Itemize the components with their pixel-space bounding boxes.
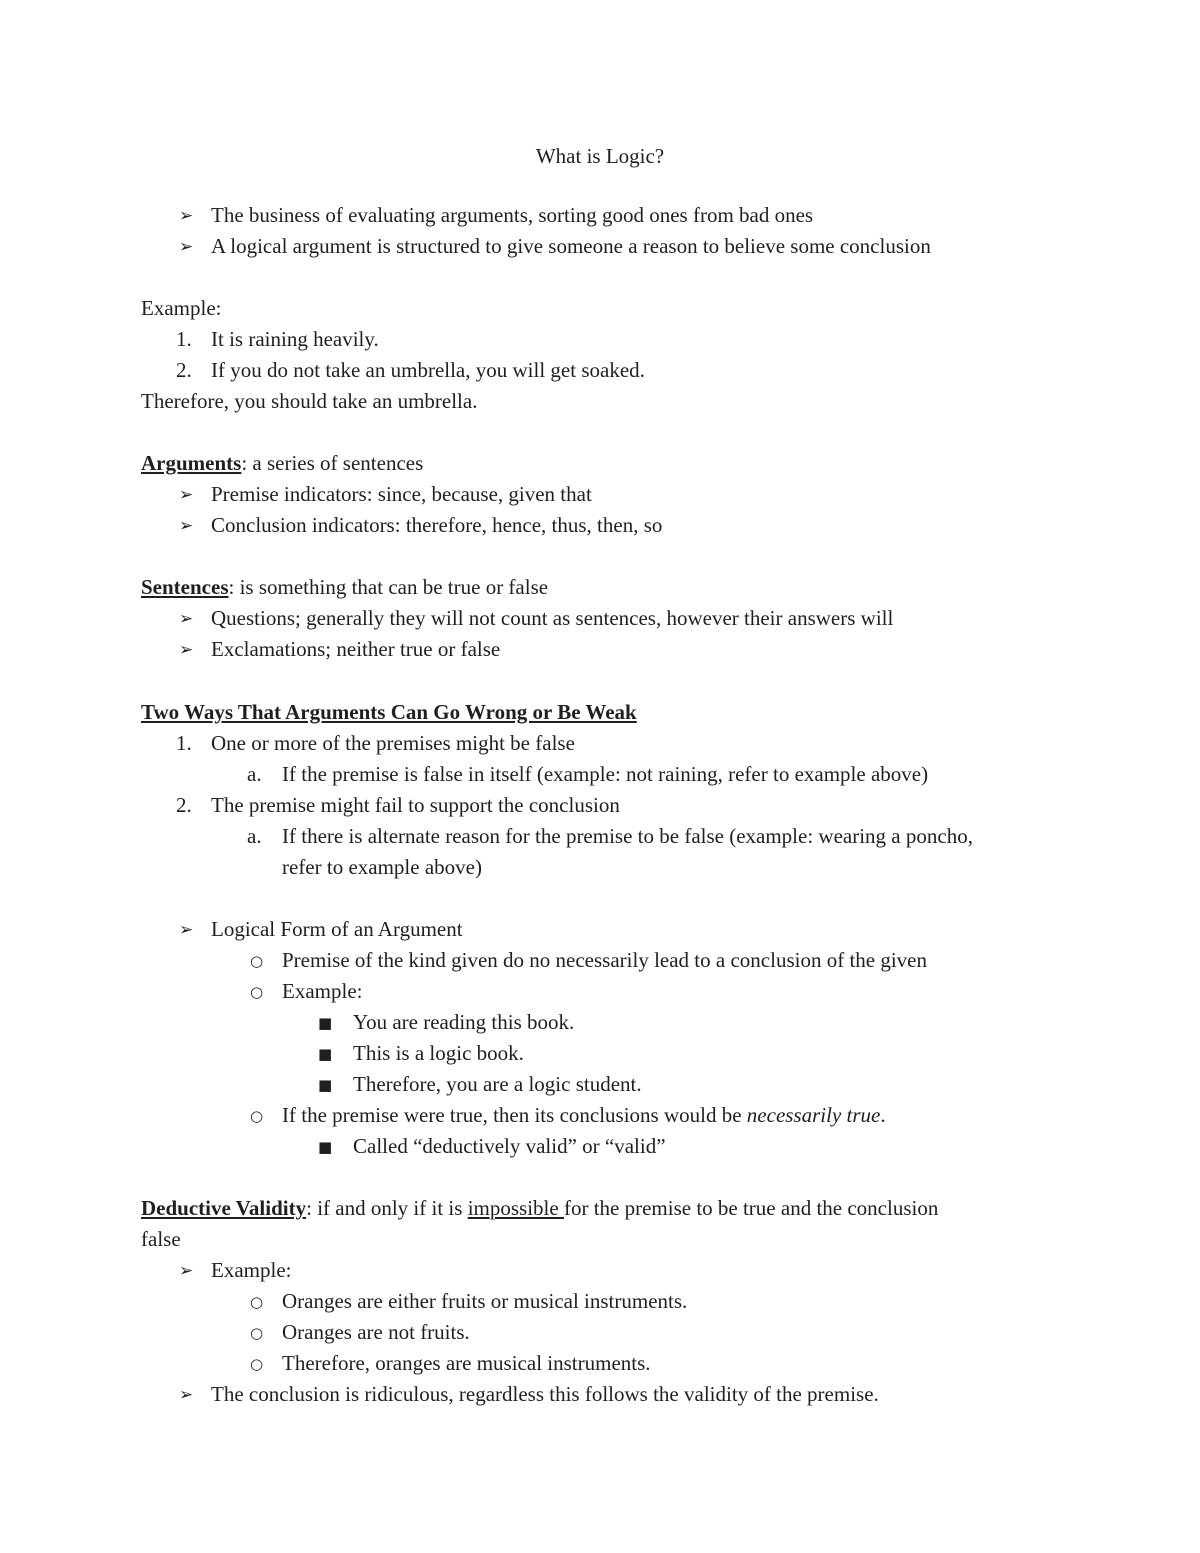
arguments-bullet: Conclusion indicators: therefore, hence, thus, then, so (211, 513, 663, 537)
two-ways-subitem: If there is alternate reason for the premise to be false (example: wearing a poncho, (282, 824, 973, 848)
deductive-example: Oranges are either fruits or musical instruments. (282, 1289, 688, 1313)
sentences-bullet: Exclamations; neither true or false (211, 637, 501, 661)
example-item: If you do not take an umbrella, you will get soaked. (211, 358, 645, 382)
example-label: Example: (141, 296, 222, 320)
two-ways-item: The premise might fail to support the conclusion (211, 793, 620, 817)
arrow-bullet-icon: ➢ (179, 516, 194, 536)
circle-bullet-icon: ○ (250, 1355, 264, 1373)
arrow-bullet-icon: ➢ (179, 206, 194, 226)
list-number: 2. (176, 358, 192, 382)
logical-form-point: Example: (282, 979, 363, 1003)
square-bullet-icon: ■ (318, 1014, 333, 1032)
logical-form-example: You are reading this book. (353, 1010, 575, 1034)
arrow-bullet-icon: ➢ (179, 237, 194, 257)
circle-bullet-icon: ○ (250, 1107, 264, 1125)
two-ways-item: One or more of the premises might be false (211, 731, 575, 755)
arrow-bullet-icon: ➢ (179, 1261, 194, 1281)
arrow-bullet-icon: ➢ (179, 920, 194, 940)
list-letter: a. (247, 824, 262, 848)
deductive-validity-definition-continued: false (141, 1227, 181, 1251)
arguments-bullet: Premise indicators: since, because, given that (211, 482, 592, 506)
list-letter: a. (247, 762, 262, 786)
arrow-bullet-icon: ➢ (179, 609, 194, 629)
arrow-bullet-icon: ➢ (179, 485, 194, 505)
example-item: It is raining heavily. (211, 327, 379, 351)
arguments-term: Arguments (141, 451, 242, 475)
page-title: What is Logic? (535, 144, 665, 168)
arrow-bullet-icon: ➢ (179, 1385, 194, 1405)
logical-form-example: Therefore, you are a logic student. (353, 1072, 642, 1096)
two-ways-subitem-continued: refer to example above) (282, 855, 482, 879)
logical-form-point: Premise of the kind given do no necessarily lead to a conclusion of the given (282, 948, 928, 972)
logical-form-example: This is a logic book. (353, 1041, 524, 1065)
arguments-definition: Arguments: a series of sentences (141, 451, 424, 475)
deductive-example: Therefore, oranges are musical instruments. (282, 1351, 651, 1375)
logical-form-called: Called “deductively valid” or “valid” (353, 1134, 666, 1158)
deductive-validity-definition: Deductive Validity: if and only if it is impossible for the premise to be true and the conclusion (141, 1196, 939, 1220)
deductive-closing: The conclusion is ridiculous, regardless this follows the validity of the premise. (211, 1382, 879, 1406)
circle-bullet-icon: ○ (250, 952, 264, 970)
arrow-bullet-icon: ➢ (179, 640, 194, 660)
list-number: 2. (176, 793, 192, 817)
circle-bullet-icon: ○ (250, 1324, 264, 1342)
intro-bullet: The business of evaluating arguments, sorting good ones from bad ones (211, 203, 814, 227)
circle-bullet-icon: ○ (250, 1293, 264, 1311)
list-number: 1. (176, 731, 192, 755)
sentences-bullet: Questions; generally they will not count as sentences, however their answers will (211, 606, 894, 630)
intro-bullet: A logical argument is structured to give someone a reason to believe some conclusion (211, 234, 931, 258)
list-number: 1. (176, 327, 192, 351)
circle-bullet-icon: ○ (250, 983, 264, 1001)
deductive-validity-term: Deductive Validity (141, 1196, 307, 1220)
sentences-definition: Sentences: is something that can be true or false (141, 575, 549, 599)
two-ways-subitem: If the premise is false in itself (example: not raining, refer to example above) (282, 762, 929, 786)
square-bullet-icon: ■ (318, 1045, 333, 1063)
square-bullet-icon: ■ (318, 1138, 333, 1156)
sentences-term: Sentences (141, 575, 229, 599)
example-conclusion: Therefore, you should take an umbrella. (141, 389, 478, 413)
logical-form-label: Logical Form of an Argument (211, 917, 463, 941)
two-ways-heading: Two Ways That Arguments Can Go Wrong or Be Weak (141, 700, 637, 724)
square-bullet-icon: ■ (318, 1076, 333, 1094)
deductive-example: Oranges are not fruits. (282, 1320, 470, 1344)
logical-form-point: If the premise were true, then its conclusions would be necessarily true. (282, 1103, 886, 1127)
deductive-example-label: Example: (211, 1258, 292, 1282)
